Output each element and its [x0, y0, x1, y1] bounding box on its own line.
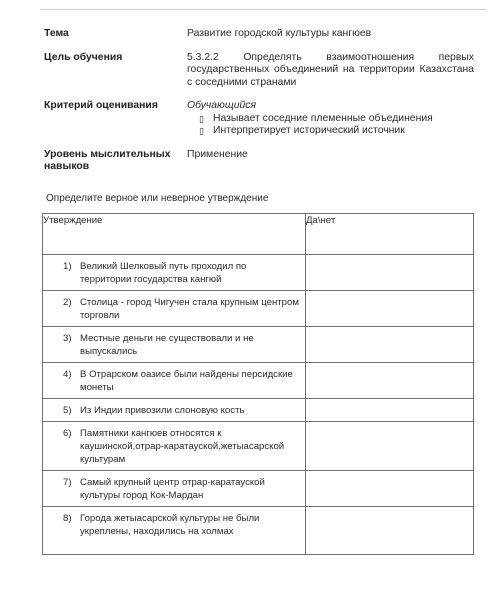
row-statement: Великий Шелковый путь проходил по территории государства кангюй: [80, 261, 247, 285]
row-statement: Столица - город Чигучен стала крупным центром торговли: [80, 297, 299, 321]
header-statement: Утверждение: [43, 214, 306, 255]
criteria-item-text: Интерпретирует исторический источник: [213, 125, 405, 136]
criteria-item: [199, 125, 474, 138]
goal-label: Цель обучения: [44, 51, 123, 63]
table-header-row: [43, 214, 474, 255]
level-label: Уровень мыслительных навыков: [44, 148, 171, 172]
row-number: 4): [63, 369, 72, 380]
row-statement: В Отрарском оазисе были найдены персидские монеты: [80, 369, 293, 393]
row-number: 3): [63, 333, 72, 344]
row-statement: Местные деньги не существовали и не выпускались: [80, 333, 254, 357]
criteria-item-text: Называет соседние племенные объединения: [213, 112, 433, 124]
bullet-box-icon: ▯: [199, 113, 204, 124]
answer-cell[interactable]: [306, 363, 474, 399]
goal-value: 5.3.2.2 Определять взаимоотношения первых государственных объединений на территории Казахстана с соседними странами: [187, 51, 474, 88]
row-number: 6): [63, 428, 72, 439]
row-statement: Из Индии привозили слоновую кость: [80, 405, 245, 416]
lesson-meta: [44, 28, 474, 185]
table-row: [43, 327, 474, 363]
table-row: [43, 291, 474, 327]
topic-row: [44, 28, 474, 41]
answer-cell[interactable]: [306, 255, 474, 291]
header-answer: Да\нет: [306, 214, 474, 255]
answer-cell[interactable]: [306, 507, 474, 555]
topic-label: Тема: [44, 28, 69, 39]
answer-cell[interactable]: [306, 327, 474, 363]
answer-cell[interactable]: [306, 399, 474, 422]
bullet-box-icon: ▯: [199, 126, 204, 136]
criteria-intro: Обучающийся: [187, 100, 257, 111]
criteria-list: [187, 113, 474, 138]
row-number: 7): [63, 477, 72, 488]
table-row: [43, 363, 474, 399]
goal-row: [44, 52, 474, 90]
table-row: [43, 507, 474, 555]
criteria-item: [199, 113, 474, 126]
row-statement: Самый крупный центр отрар-каратауской культуры город Кок-Мардан: [80, 477, 265, 501]
answer-cell[interactable]: [306, 471, 474, 507]
criteria-label: Критерий оценивания: [44, 100, 158, 111]
row-statement: Города жетыасарской культуры не были укреплены, находились на холмах: [80, 513, 260, 537]
table-row: [43, 471, 474, 507]
table-row: [43, 422, 474, 471]
level-value: Применение: [187, 148, 248, 160]
row-number: 8): [63, 513, 72, 524]
topic-value: Развитие городской культуры кангюев: [187, 28, 372, 39]
row-number: 1): [63, 261, 72, 272]
level-row: [44, 149, 474, 174]
row-number: 5): [63, 405, 72, 416]
table-row: [43, 255, 474, 291]
row-statement: Памятники кангюев относятся к каушинской,отрар-каратауской,жетыасарской культурам: [80, 428, 285, 465]
row-number: 2): [63, 297, 72, 308]
answer-cell[interactable]: [306, 422, 474, 471]
page-top-rule: [40, 9, 486, 10]
table-row: [43, 399, 474, 422]
statements-table: [42, 213, 474, 555]
criteria-row: [44, 100, 474, 138]
answer-cell[interactable]: [306, 291, 474, 327]
task-instruction: Определите верное или неверное утверждение: [46, 193, 269, 204]
